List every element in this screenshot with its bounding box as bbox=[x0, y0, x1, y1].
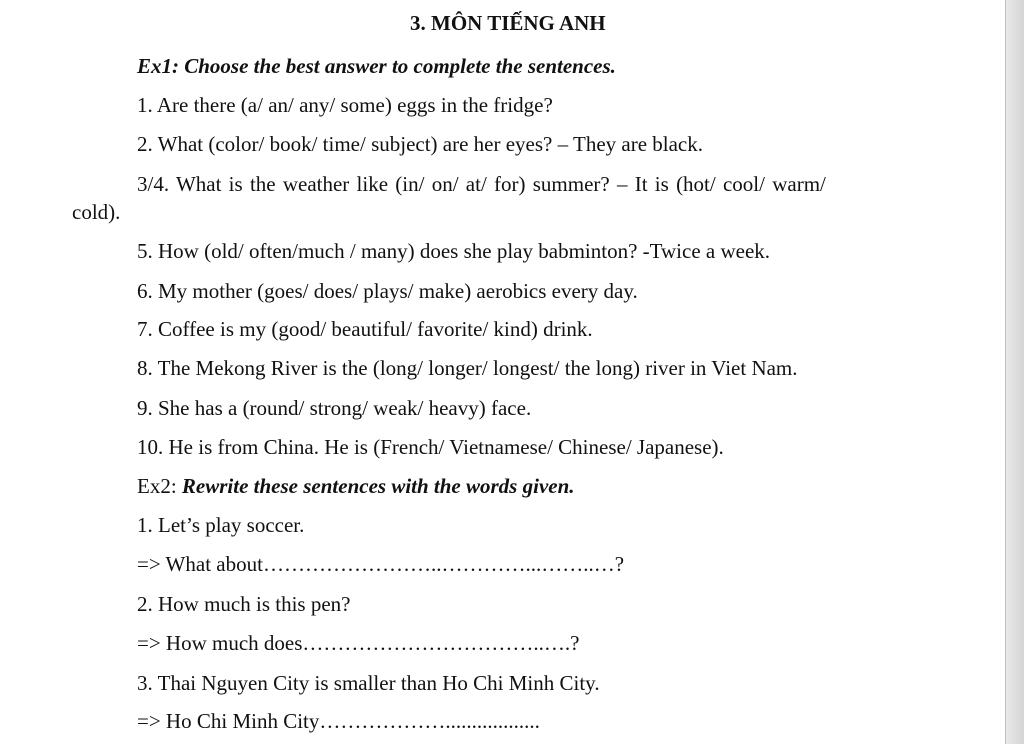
ex1-item-3-4-continued: cold). bbox=[72, 200, 121, 224]
ex1-item-10: 10. He is from China. He is (French/ Vietnamese/ Chinese/ Japanese). bbox=[137, 435, 724, 459]
ex2-heading bbox=[137, 473, 575, 499]
ex2-answer-3: => Ho Chi Minh City……………….................. bbox=[137, 709, 540, 733]
page-edge-shadow bbox=[1005, 0, 1024, 744]
ex1-item-3-4: 3/4. What is the weather like (in/ on/ at/ for) summer? – It is (hot/ cool/ warm/ bbox=[137, 172, 826, 196]
section-title: 3. MÔN TIẾNG ANH bbox=[410, 11, 606, 35]
ex1-item-7: 7. Coffee is my (good/ beautiful/ favorite/ kind) drink. bbox=[137, 317, 593, 341]
ex1-item-8: 8. The Mekong River is the (long/ longer/ longest/ the long) river in Viet Nam. bbox=[137, 356, 798, 380]
ex2-item-1: 1. Let’s play soccer. bbox=[137, 513, 305, 537]
ex1-item-1: 1. Are there (a/ an/ any/ some) eggs in the fridge? bbox=[137, 93, 553, 117]
ex1-heading: Ex1: Choose the best answer to complete the sentences. bbox=[137, 54, 616, 78]
ex1-item-2: 2. What (color/ book/ time/ subject) are her eyes? – They are black. bbox=[137, 132, 704, 156]
ex1-item-5: 5. How (old/ often/much / many) does she play babminton? -Twice a week. bbox=[137, 239, 771, 263]
ex2-instruction: Rewrite these sentences with the words given. bbox=[181, 474, 575, 498]
ex1-item-6: 6. My mother (goes/ does/ plays/ make) aerobics every day. bbox=[137, 279, 638, 303]
ex1-item-9: 9. She has a (round/ strong/ weak/ heavy) face. bbox=[137, 396, 532, 420]
ex2-answer-2: => How much does……………………………..….? bbox=[137, 631, 580, 655]
ex2-item-2: 2. How much is this pen? bbox=[137, 592, 351, 616]
ex2-label: Ex2: bbox=[137, 474, 182, 498]
ex2-item-3: 3. Thai Nguyen City is smaller than Ho Chi Minh City. bbox=[137, 671, 600, 695]
ex2-answer-1: => What about……………………..…………...……..…? bbox=[137, 552, 625, 576]
